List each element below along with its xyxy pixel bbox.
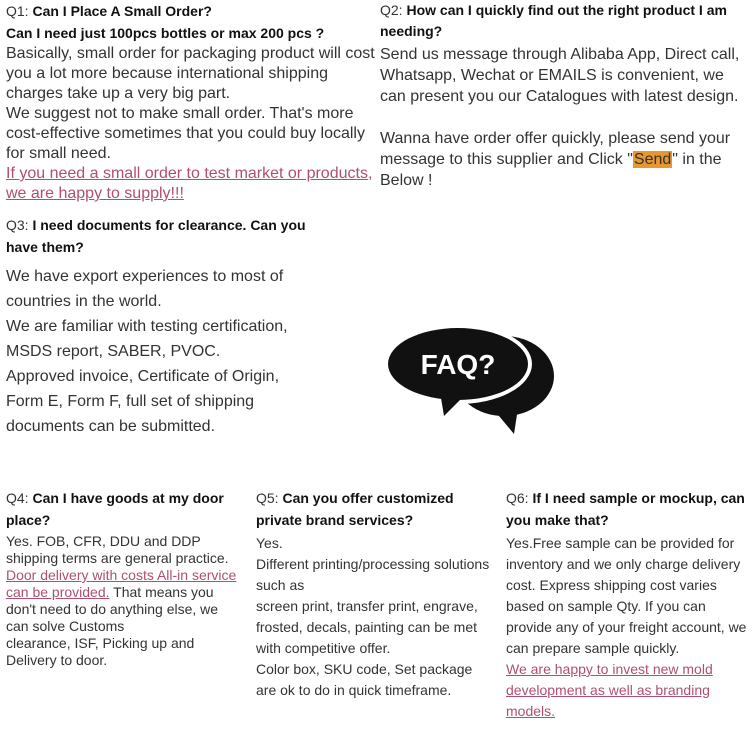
faq-q6 <box>506 487 752 722</box>
q4-title: Can I have goods at my door place? <box>6 490 224 528</box>
q5-number: Q5: <box>256 490 283 506</box>
faq-speech-bubbles-icon <box>386 324 558 438</box>
q1-subtitle: Can I need just 100pcs bottles or max 200 pcs ? <box>6 25 325 41</box>
q3-question <box>6 214 306 258</box>
q4-door-delivery-link[interactable]: Door delivery with costs All-in service can be provided. <box>6 567 237 600</box>
q3-answer-3: Approved invoice, Certificate of Origin, Form E, Form F, full set of shipping documents can be submitted. <box>6 368 280 435</box>
q3-answer-2: We are familiar with testing certification, MSDS report, SABER, PVOC. <box>6 318 288 360</box>
faq-q4 <box>6 487 242 669</box>
q4-answer-2-after: That means you don't need to do anything else, we can solve Customs <box>6 584 219 634</box>
q2-question <box>380 0 752 42</box>
q1-answer-1: Basically, small order for packaging product will cost you a lot more because international shipping charges take up a very big part. <box>6 45 375 102</box>
faq-q3 <box>6 214 306 439</box>
faq-q5 <box>256 487 494 701</box>
front-bubble-tail <box>440 392 466 416</box>
q6-question <box>506 487 752 531</box>
q1-question <box>6 0 378 22</box>
q2-answer-2-after: " in the Below ! <box>380 151 722 189</box>
q5-answer-1: Yes. <box>256 535 283 551</box>
q4-question <box>6 487 242 531</box>
q3-number: Q3: <box>6 217 33 233</box>
q2-answer-2-before: Wanna have order offer quickly, please send your message to this supplier and Click " <box>380 130 731 168</box>
faq-label: FAQ? <box>420 349 496 380</box>
q6-number: Q6: <box>506 490 533 506</box>
q1-supply-link[interactable]: If you need a small order to test market or products, we are happy to supply!!! <box>6 165 373 202</box>
faq-q1 <box>6 0 378 204</box>
q5-question <box>256 487 494 531</box>
q5-answer-3: screen print, transfer print, engrave, frosted, decals, painting can be met with competitive offer. <box>256 598 478 656</box>
q6-mold-link[interactable]: We are happy to invest new mold development as well as branding models. <box>506 661 713 719</box>
q4-number: Q4: <box>6 490 33 506</box>
q6-answer-1: Yes.Free sample can be provided for inventory and we only charge delivery cost. Express shipping cost varies based on sample Qty. If you can provide any of your freight account, we can prepare sample quickly. <box>506 535 747 656</box>
q5-answer-2: Different printing/processing solutions such as <box>256 556 490 593</box>
q3-answer-1: We have export experiences to most of countries in the world. <box>6 268 284 310</box>
q2-number: Q2: <box>380 2 407 18</box>
q4-answer-1: Yes. FOB, CFR, DDU and DDP shipping terms are general practice. <box>6 533 229 566</box>
q5-answer-4: Color box, SKU code, Set package are ok to do in quick timeframe. <box>256 661 473 698</box>
q6-title: If I need sample or mockup, can you make that? <box>506 490 745 528</box>
q4-answer-3: clearance, ISF, Picking up and Delivery to door. <box>6 635 195 668</box>
back-bubble-tail <box>494 408 518 434</box>
faq-bubbles-svg <box>386 324 558 438</box>
q5-title: Can you offer customized private brand services? <box>256 490 454 528</box>
faq-q2 <box>380 0 752 191</box>
q1-title: Can I Place A Small Order? <box>32 3 212 19</box>
q2-title: How can I quickly find out the right product I am needing? <box>380 2 727 39</box>
q2-answer-2 <box>380 128 752 191</box>
q1-answer-2: We suggest not to make small order. That's more cost-effective sometimes that you could buy locally for small need. <box>6 105 365 162</box>
q2-answer-1: Send us message through Alibaba App, Direct call, Whatsapp, Wechat or EMAILS is convenient, we can present you our Catalogues with latest design. <box>380 46 740 105</box>
q1-number: Q1: <box>6 3 33 19</box>
q4-answer-2 <box>6 567 242 635</box>
send-highlight: Send <box>633 151 672 168</box>
q3-title: I need documents for clearance. Can you have them? <box>6 217 306 255</box>
